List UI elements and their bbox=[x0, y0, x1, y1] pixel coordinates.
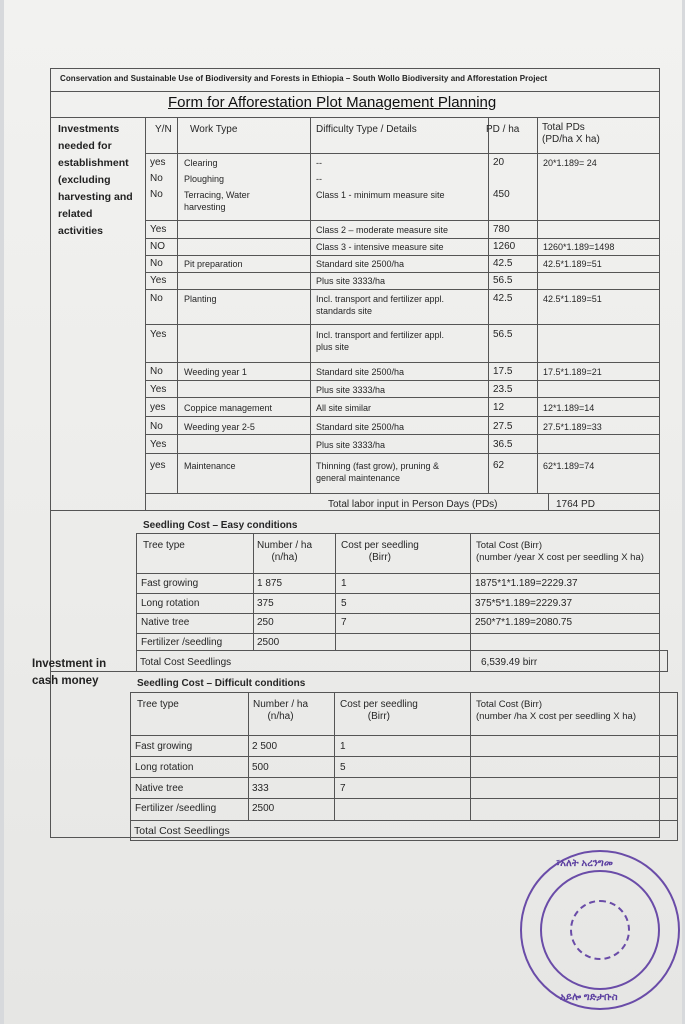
row-yn: No bbox=[150, 189, 163, 200]
easy-row-cost: 7 bbox=[341, 617, 347, 628]
easy-row-number: 2500 bbox=[257, 637, 280, 648]
difficult-row-type: Native tree bbox=[135, 783, 184, 794]
difficult-col-number: Number / ha (n/ha) bbox=[253, 699, 309, 722]
row-work-type: Maintenance bbox=[184, 461, 236, 471]
row-pd: 780 bbox=[493, 224, 510, 235]
difficult-row-number: 2500 bbox=[252, 803, 275, 814]
difficult-row-cost: 1 bbox=[340, 741, 346, 752]
row-yn: No bbox=[150, 366, 163, 377]
grid-line bbox=[145, 362, 660, 363]
difficult-row-type: Fertilizer /seedling bbox=[135, 803, 217, 814]
col-pd: PD / ha bbox=[486, 124, 520, 135]
row-pd: 62 bbox=[493, 460, 505, 471]
row-pd: 42.5 bbox=[493, 258, 513, 269]
easy-row-type: Fertilizer /seedling bbox=[141, 637, 223, 648]
grid-line bbox=[145, 117, 146, 510]
row-pd: 27.5 bbox=[493, 421, 513, 432]
grid-line bbox=[130, 777, 678, 778]
row-work-type: Coppice management bbox=[184, 403, 273, 413]
form-title: Form for Afforestation Plot Management Planning bbox=[168, 94, 497, 111]
grid-line bbox=[130, 735, 678, 736]
row-pd: 56.5 bbox=[493, 329, 513, 340]
row-yn: NO bbox=[150, 241, 165, 252]
difficult-row-cost: 7 bbox=[340, 783, 346, 794]
row-difficulty: Class 1 - minimum measure site bbox=[316, 190, 445, 200]
total-labor-value: 1764 PD bbox=[556, 499, 595, 510]
row-work-type: Weeding year 1 bbox=[184, 367, 247, 377]
easy-row-cost: 1 bbox=[341, 578, 347, 589]
row-work-type: Pit preparation bbox=[184, 259, 243, 269]
grid-line bbox=[537, 117, 538, 493]
row-work-type: Ploughing bbox=[184, 174, 225, 184]
row-yn: No bbox=[150, 173, 163, 184]
row-difficulty: Class 2 – moderate measure site bbox=[316, 225, 449, 235]
grid-line bbox=[130, 840, 678, 841]
grid-line bbox=[177, 117, 178, 493]
easy-row-type: Long rotation bbox=[141, 598, 200, 609]
investments-label: Investments needed for establishment (excluding harvesting and related activities bbox=[58, 123, 133, 237]
grid-line bbox=[145, 220, 660, 221]
row-pd: 20 bbox=[493, 157, 505, 168]
row-yn: Yes bbox=[150, 224, 167, 235]
row-difficulty: Class 3 - intensive measure site bbox=[316, 242, 444, 252]
grid-line bbox=[136, 650, 668, 651]
row-pd: 36.5 bbox=[493, 439, 513, 450]
grid-line bbox=[136, 533, 660, 534]
row-pd: 23.5 bbox=[493, 384, 513, 395]
grid-line bbox=[145, 238, 660, 239]
easy-row-number: 1 875 bbox=[257, 578, 283, 589]
row-pd: 17.5 bbox=[493, 366, 513, 377]
difficult-col-type: Tree type bbox=[137, 699, 179, 710]
easy-row-number: 250 bbox=[257, 617, 274, 628]
cash-money-label: Investment in cash money bbox=[32, 658, 107, 687]
grid-line bbox=[50, 117, 660, 118]
official-stamp bbox=[520, 850, 680, 1010]
grid-line bbox=[145, 255, 660, 256]
row-difficulty: Plus site 3333/ha bbox=[316, 440, 386, 450]
row-yn: yes bbox=[150, 460, 166, 471]
grid-line bbox=[136, 593, 660, 594]
row-work-type: Planting bbox=[184, 294, 217, 304]
easy-col-total: Total Cost (Birr) (number /year X cost per seedling X ha) bbox=[476, 540, 644, 563]
col-total: Total PDs (PD/ha X ha) bbox=[542, 122, 600, 145]
row-difficulty: All site similar bbox=[316, 403, 372, 413]
row-yn: yes bbox=[150, 157, 166, 168]
easy-row-total: 250*7*1.189=2080.75 bbox=[475, 617, 573, 628]
grid-line bbox=[145, 272, 660, 273]
grid-line bbox=[130, 798, 678, 799]
easy-row-cost: 5 bbox=[341, 598, 347, 609]
grid-line bbox=[50, 671, 668, 672]
row-total: 42.5*1.189=51 bbox=[543, 259, 602, 269]
row-work-type: Terracing, Water harvesting bbox=[184, 190, 250, 212]
difficult-row-type: Fast growing bbox=[135, 741, 193, 752]
grid-line bbox=[145, 453, 660, 454]
row-total: 1260*1.189=1498 bbox=[543, 242, 615, 252]
project-header: Conservation and Sustainable Use of Biodiversity and Forests in Ethiopia – South Wollo Biodiversity and Afforestation Project bbox=[50, 68, 660, 92]
row-yn: No bbox=[150, 421, 163, 432]
row-difficulty: Plus site 3333/ha bbox=[316, 276, 386, 286]
difficult-col-total: Total Cost (Birr) (number /ha X cost per seedling X ha) bbox=[476, 699, 637, 722]
stamp-text-bottom: አይሎ ግድታቡስ bbox=[560, 992, 618, 1003]
grid-line bbox=[145, 380, 660, 381]
col-yn: Y/N bbox=[155, 124, 172, 135]
row-pd: 12 bbox=[493, 402, 505, 413]
easy-row-number: 375 bbox=[257, 598, 274, 609]
row-difficulty: -- bbox=[316, 174, 322, 184]
row-total: 62*1.189=74 bbox=[543, 461, 595, 471]
easy-row-type: Fast growing bbox=[141, 578, 199, 589]
grid-line bbox=[145, 416, 660, 417]
row-pd: 42.5 bbox=[493, 293, 513, 304]
grid-line bbox=[548, 493, 549, 510]
difficult-col-cost: Cost per seedling (Birr) bbox=[340, 699, 418, 722]
grid-line bbox=[145, 493, 660, 494]
grid-line bbox=[667, 650, 668, 671]
row-total: 27.5*1.189=33 bbox=[543, 422, 602, 432]
stamp-core bbox=[570, 900, 630, 960]
grid-line bbox=[136, 573, 660, 574]
stamp-text-top: ፣አለት አረንግመ bbox=[556, 858, 613, 869]
grid-line bbox=[677, 692, 678, 840]
difficult-row-number: 2 500 bbox=[252, 741, 278, 752]
row-difficulty: Incl. transport and fertilizer appl. standards site bbox=[316, 294, 445, 316]
col-difficulty: Difficulty Type / Details bbox=[316, 124, 417, 135]
row-total: 20*1.189= 24 bbox=[543, 158, 597, 168]
row-yn: yes bbox=[150, 402, 166, 413]
difficult-row-type: Long rotation bbox=[135, 762, 194, 773]
easy-col-number: Number / ha (n/ha) bbox=[257, 540, 313, 563]
row-difficulty: Plus site 3333/ha bbox=[316, 385, 386, 395]
easy-row-total: 1875*1*1.189=2229.37 bbox=[475, 578, 578, 589]
grid-line bbox=[145, 324, 660, 325]
easy-total-value: 6,539.49 birr bbox=[481, 657, 538, 668]
row-work-type: Weeding year 2-5 bbox=[184, 422, 255, 432]
grid-line bbox=[310, 117, 311, 493]
row-yn: Yes bbox=[150, 329, 167, 340]
easy-col-cost: Cost per seedling (Birr) bbox=[341, 540, 419, 563]
row-yn: Yes bbox=[150, 439, 167, 450]
row-total: 12*1.189=14 bbox=[543, 403, 595, 413]
row-total: 17.5*1.189=21 bbox=[543, 367, 602, 377]
row-yn: No bbox=[150, 293, 163, 304]
row-total: 42.5*1.189=51 bbox=[543, 294, 602, 304]
difficult-total-label: Total Cost Seedlings bbox=[134, 825, 230, 837]
easy-total-label: Total Cost Seedlings bbox=[140, 657, 232, 668]
grid-line bbox=[145, 289, 660, 290]
row-difficulty: Thinning (fast grow), pruning & general maintenance bbox=[316, 461, 440, 483]
row-difficulty: Incl. transport and fertilizer appl. plus site bbox=[316, 330, 445, 352]
difficult-row-number: 333 bbox=[252, 783, 269, 794]
easy-row-total: 375*5*1.189=2229.37 bbox=[475, 598, 573, 609]
grid-line bbox=[488, 117, 489, 493]
grid-line bbox=[136, 633, 660, 634]
row-pd: 56.5 bbox=[493, 275, 513, 286]
row-pd: 450 bbox=[493, 189, 510, 200]
grid-line bbox=[130, 692, 131, 840]
grid-line bbox=[130, 692, 678, 693]
grid-line bbox=[130, 756, 678, 757]
easy-section-title: Seedling Cost – Easy conditions bbox=[143, 520, 298, 531]
difficult-row-cost: 5 bbox=[340, 762, 346, 773]
row-difficulty: Standard site 2500/ha bbox=[316, 367, 405, 377]
total-labor-label: Total labor input in Person Days (PDs) bbox=[328, 499, 498, 510]
grid-line bbox=[145, 153, 660, 154]
row-yn: No bbox=[150, 258, 163, 269]
row-yn: Yes bbox=[150, 384, 167, 395]
grid-line bbox=[145, 397, 660, 398]
grid-line bbox=[145, 434, 660, 435]
col-work-type: Work Type bbox=[190, 124, 238, 135]
row-difficulty: Standard site 2500/ha bbox=[316, 422, 405, 432]
difficult-section-title: Seedling Cost – Difficult conditions bbox=[137, 678, 306, 689]
row-yn: Yes bbox=[150, 275, 167, 286]
grid-line bbox=[130, 820, 678, 821]
grid-line bbox=[136, 613, 660, 614]
row-pd: 1260 bbox=[493, 241, 516, 252]
easy-col-type: Tree type bbox=[143, 540, 185, 551]
row-difficulty: -- bbox=[316, 158, 322, 168]
row-work-type: Clearing bbox=[184, 158, 218, 168]
row-difficulty: Standard site 2500/ha bbox=[316, 259, 405, 269]
difficult-row-number: 500 bbox=[252, 762, 269, 773]
easy-row-type: Native tree bbox=[141, 617, 190, 628]
